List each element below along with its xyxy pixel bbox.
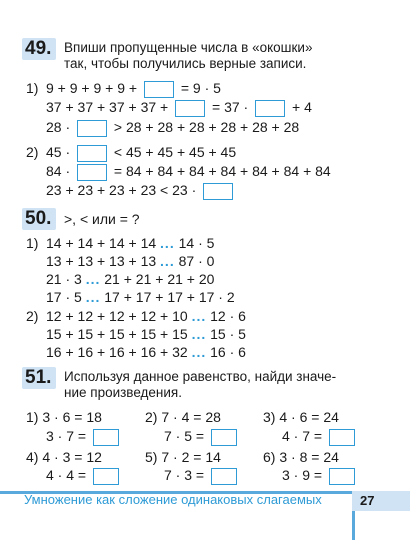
row-text: 37 + 37 + 37 + 37 + (46, 99, 169, 115)
answer-box[interactable] (77, 145, 107, 162)
row-text: = 84 + 84 + 84 + 84 + 84 + 84 + 84 (113, 163, 331, 179)
task-51-item-1-question (46, 427, 122, 446)
footer-title: Умножение как сложение одинаковых слагаемых (24, 492, 322, 507)
task-51-item-5 (145, 448, 221, 466)
task-51-item-6-question (282, 466, 358, 485)
answer-box[interactable] (93, 468, 119, 485)
item-label: 6) (263, 449, 276, 465)
row-text: 21 · 3 (46, 271, 82, 287)
task-49-part1-label: 1) (26, 80, 39, 96)
row-text: = 9 · 5 (180, 80, 221, 96)
item-label: 5) (145, 449, 158, 465)
comparison-dots[interactable]: ... (85, 289, 101, 305)
row-text: 21 + 21 + 21 + 20 (104, 271, 215, 287)
task-51-item-4-question (46, 466, 122, 485)
comparison-dots[interactable]: ... (85, 271, 101, 287)
task-50-part2-label: 2) (26, 308, 39, 324)
task-50-text: >, < или = ? (64, 211, 140, 227)
row-text: < 45 + 45 + 45 + 45 (113, 144, 237, 160)
answer-box[interactable] (77, 164, 107, 181)
task-51-item-3-question (282, 427, 358, 446)
answer-box[interactable] (93, 429, 119, 446)
row-text: 45 · (46, 144, 71, 160)
task-50-part1-row2 (46, 252, 214, 270)
row-text: 17 · 5 (46, 289, 82, 305)
row-text: 84 · (46, 163, 71, 179)
given-equality: 3 · 8 = 24 (279, 449, 339, 465)
task-49-text-line1: Впиши пропущенные числа в «окошки» (64, 40, 313, 55)
given-equality: 4 · 3 = 12 (42, 449, 102, 465)
answer-box[interactable] (329, 468, 355, 485)
task-50-part1-row4 (46, 288, 235, 306)
row-text: 15 · 5 (210, 326, 246, 342)
answer-box[interactable] (329, 429, 355, 446)
row-text: 28 · (46, 119, 71, 135)
task-51-item-1 (26, 408, 102, 426)
row-text: 14 · 5 (178, 235, 215, 251)
question-text: 3 · 7 = (46, 428, 87, 444)
row-text: 15 + 15 + 15 + 15 + 15 (46, 326, 188, 342)
row-text: + 4 (292, 99, 312, 115)
row-text: 12 + 12 + 12 + 12 + 10 (46, 308, 188, 324)
answer-box[interactable] (211, 468, 237, 485)
task-49-number: 49. (22, 38, 56, 60)
task-50-part1-row3 (46, 270, 214, 288)
task-51-item-3 (263, 408, 339, 426)
task-49-part1-row2 (46, 98, 312, 117)
answer-box[interactable] (203, 183, 233, 200)
question-text: 3 · 9 = (282, 467, 323, 483)
given-equality: 7 · 2 = 14 (161, 449, 221, 465)
task-49-part1-row3 (46, 118, 299, 137)
comparison-dots[interactable]: ... (160, 253, 175, 269)
task-49-part2-row3 (46, 181, 236, 200)
task-51-text-line1: Используя данное равенство, найди значе- (64, 369, 337, 384)
answer-box[interactable] (211, 429, 237, 446)
answer-box[interactable] (255, 100, 285, 117)
comparison-dots[interactable]: ... (160, 235, 175, 251)
item-label: 1) (26, 409, 39, 425)
answer-box[interactable] (144, 81, 174, 98)
row-text: = 37 · (212, 99, 249, 115)
row-text: 23 + 23 + 23 + 23 < 23 · (46, 182, 197, 198)
task-51-text-line2: ние произведения. (64, 385, 182, 400)
row-text: > 28 + 28 + 28 + 28 + 28 + 28 (113, 119, 300, 135)
task-49-part2-row2 (46, 162, 331, 181)
task-49-part2-row1 (46, 143, 236, 162)
comparison-dots[interactable]: ... (191, 326, 207, 342)
task-51-number: 51. (22, 367, 56, 389)
comparison-dots[interactable]: ... (191, 308, 207, 324)
task-50-part1-label: 1) (26, 235, 39, 251)
task-50-part2-row1 (46, 307, 246, 325)
question-text: 7 · 3 = (164, 467, 205, 483)
given-equality: 3 · 6 = 18 (42, 409, 102, 425)
item-label: 2) (145, 409, 158, 425)
task-51-item-2-question (164, 427, 240, 446)
row-text: 87 · 0 (178, 253, 215, 269)
row-text: 16 + 16 + 16 + 16 + 32 (46, 344, 188, 360)
answer-box[interactable] (77, 120, 107, 137)
given-equality: 7 · 4 = 28 (161, 409, 221, 425)
row-text: 16 · 6 (210, 344, 246, 360)
row-text: 17 + 17 + 17 + 17 · 2 (104, 289, 235, 305)
item-label: 4) (26, 449, 39, 465)
row-text: 12 · 6 (210, 308, 246, 324)
row-text: 13 + 13 + 13 + 13 (46, 253, 157, 269)
task-51-item-2 (145, 408, 221, 426)
task-49-part1-row1 (46, 79, 221, 98)
task-51-item-5-question (164, 466, 240, 485)
question-text: 4 · 4 = (46, 467, 87, 483)
row-text: 9 + 9 + 9 + 9 + (46, 80, 138, 96)
task-50-part1-row1 (46, 234, 214, 252)
question-text: 7 · 5 = (164, 428, 205, 444)
task-51-item-6 (263, 448, 339, 466)
task-50-number: 50. (22, 208, 56, 230)
task-49-part2-label: 2) (26, 144, 39, 160)
task-51-item-4 (26, 448, 102, 466)
task-50-part2-row3 (46, 343, 246, 361)
question-text: 4 · 7 = (282, 428, 323, 444)
row-text: 14 + 14 + 14 + 14 (46, 235, 157, 251)
task-49-text-line2: так, чтобы получились верные записи. (64, 56, 307, 71)
page-number: 27 (352, 491, 410, 511)
task-50-part2-row2 (46, 325, 246, 343)
item-label: 3) (263, 409, 276, 425)
given-equality: 4 · 6 = 24 (279, 409, 339, 425)
answer-box[interactable] (175, 100, 205, 117)
comparison-dots[interactable]: ... (191, 344, 207, 360)
